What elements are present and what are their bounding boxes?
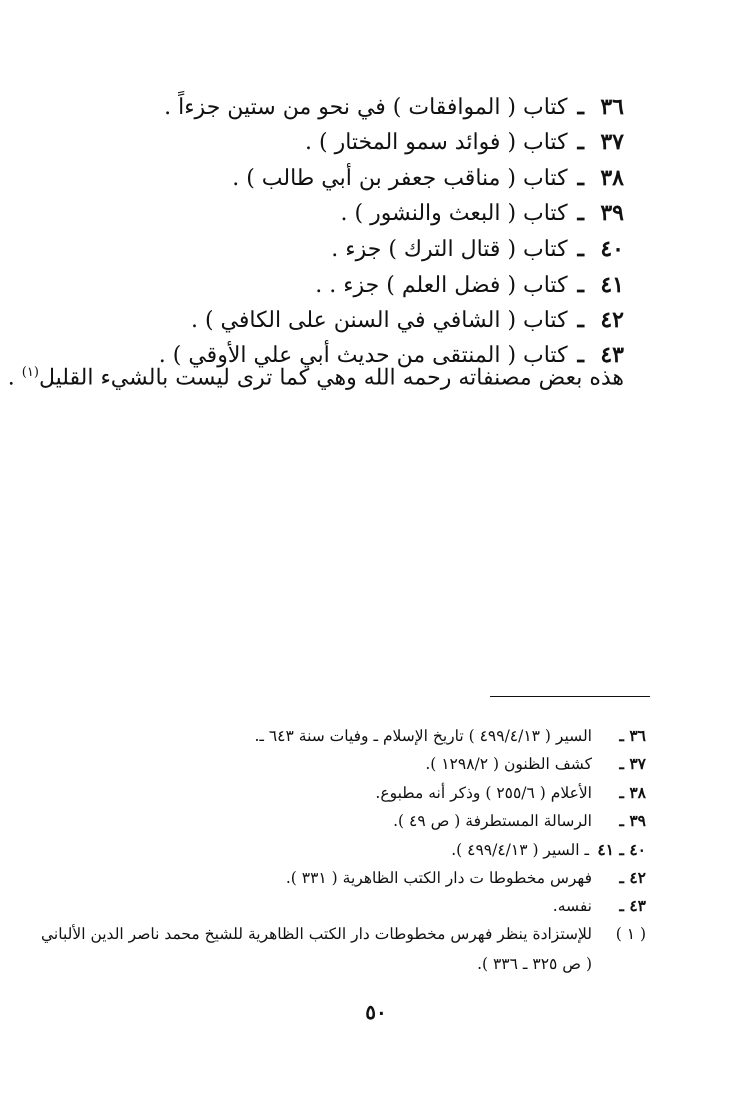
item-text: كتاب ( المنتقى من حديث أبي علي الأوقي ) . (158, 343, 568, 368)
book-item-40 (331, 234, 624, 265)
item-number: ٤٣ (600, 342, 624, 368)
item-text: كتاب ( الموافقات ) في نحو من ستين جزءاً . (164, 95, 568, 120)
footnote-number: ٤٢ ـ (619, 868, 646, 887)
book-item-39 (341, 198, 624, 229)
book-item-42 (191, 305, 624, 336)
item-text: كتاب ( البعث والنشور ) . (340, 201, 568, 226)
footnote-number: ( ١ ) (615, 925, 646, 943)
item-number: ٣٨ (600, 165, 624, 191)
item-dash: ـ (577, 200, 584, 226)
item-number: ٣٦ (600, 94, 624, 120)
footnote-ref: (١) (21, 365, 39, 380)
footnote-text: الأعلام ( ٢٥٥/٦ ) وذكر أنه مطبوع. (375, 784, 592, 802)
footnote-number: ٣٩ ـ (619, 811, 646, 830)
book-item-37 (305, 127, 624, 158)
item-dash: ـ (577, 129, 584, 155)
item-number: ٤٠ (600, 236, 624, 262)
item-dash: ـ (577, 236, 584, 262)
footnote-number: ٣٨ ـ (619, 783, 646, 802)
footnote-number: ٤٣ ـ (619, 896, 646, 915)
summary-text: هذه بعض مصنفاته رحمه الله وهي كما ترى ليست بالشيء القليل (38, 365, 624, 391)
item-number: ٣٩ (600, 200, 624, 226)
item-text: كتاب ( قتال الترك ) جزء . (331, 237, 568, 262)
book-item-41 (315, 270, 624, 301)
summary-end: . (7, 365, 22, 391)
footnote-text: السير ( ٤٩٩/٤/١٣ ) تاريخ الإسلام ـ وفيات سنة ٦٤٣ ـ. (254, 727, 592, 745)
item-dash: ـ (577, 307, 584, 333)
item-number: ٤١ (600, 272, 624, 298)
item-text: كتاب ( فضل العلم ) جزء . . (315, 273, 568, 298)
item-dash: ـ (577, 94, 584, 120)
footnote-separator (490, 696, 650, 697)
book-item-36 (164, 92, 624, 123)
footnote-text: فهرس مخطوطا ت دار الكتب الظاهرية ( ٣٣١ ). (285, 869, 592, 887)
footnote-text: الرسالة المستطرفة ( ص ٤٩ ). (393, 812, 592, 830)
footnote-number: ٣٧ ـ (619, 754, 646, 773)
footnote-text: للإستزادة ينظر فهرس مخطوطات دار الكتب الظاهرية للشيخ محمد ناصر الدين الألباني (41, 925, 592, 943)
summary-paragraph (8, 357, 624, 394)
item-text: كتاب ( الشافي في السنن على الكافي ) . (190, 308, 568, 333)
footnote-text: ـ السير ( ٤٩٩/٤/١٣ ). (451, 841, 589, 859)
footnote-number: ٣٦ ـ (619, 726, 646, 745)
item-text: كتاب ( مناقب جعفر بن أبي طالب ) . (232, 166, 568, 191)
footnote-text: نفسه. (552, 897, 592, 915)
item-dash: ـ (577, 272, 584, 298)
item-number: ٤٢ (600, 307, 624, 333)
item-number: ٣٧ (600, 129, 624, 155)
item-dash: ـ (577, 165, 584, 191)
footnote-number: ٤٠ ـ ٤١ (597, 840, 646, 859)
page-number: ٥٠ (365, 1000, 387, 1024)
footnote-text: كشف الظنون ( ١٢٩٨/٢ ). (425, 755, 592, 773)
footnote-text-continued: ( ص ٣٢٥ ـ ٣٣٦ ). (477, 955, 592, 973)
book-item-38 (232, 163, 624, 194)
item-text: كتاب ( فوائد سمو المختار ) . (305, 130, 568, 155)
item-dash: ـ (577, 342, 584, 368)
